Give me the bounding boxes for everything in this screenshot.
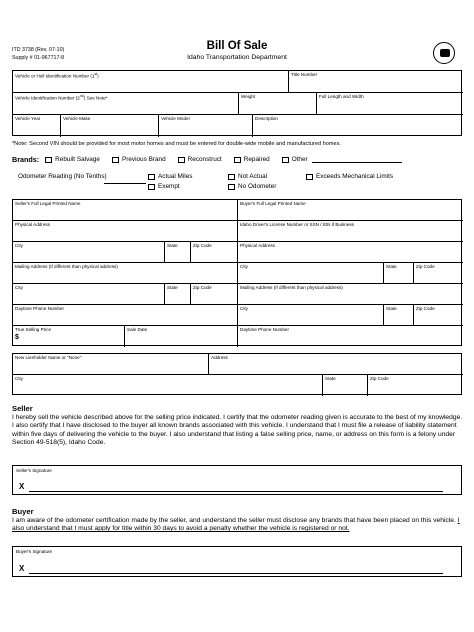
vehicle-model-field[interactable]: Vehicle Model bbox=[159, 115, 253, 137]
parties-grid bbox=[12, 199, 462, 346]
seller-phone-field[interactable]: Daytime Phone Number bbox=[13, 305, 238, 326]
lienholder-address-field[interactable]: Address bbox=[209, 354, 463, 375]
buyer-name-field[interactable]: Buyer's Full Legal Printed Name bbox=[238, 200, 463, 221]
sale-date-field[interactable]: Sale Date bbox=[125, 326, 238, 347]
vin-field[interactable]: Vehicle Identification Number (2nd) See Note* bbox=[13, 93, 239, 115]
checkbox[interactable] bbox=[306, 174, 313, 180]
lienholder-name-field[interactable]: New Lienholder Name or "None" bbox=[13, 354, 209, 375]
odometer-actual[interactable]: Actual Miles bbox=[148, 173, 192, 180]
buyer-physical-address-field[interactable]: Physical Address bbox=[238, 242, 463, 263]
brand-rebuilt-salvage[interactable]: Rebuilt Salvage bbox=[45, 156, 100, 163]
seller-city-field[interactable]: City bbox=[13, 242, 165, 263]
seller-statement: I hereby sell the vehicle described above for the selling price indicated. I certify that the odometer reading given is accurate to the best of my knowledge. I also certify that I have disclosed to the buyer all known brands associated with this vehicle. I understand that I must file a release of liability statement within five days of delivering the vehicle to the buyer. I also understand that listing a false selling price, name, or address on this form is a felony under Section 49-518(5), Idaho Code. bbox=[12, 414, 463, 447]
brands-row bbox=[12, 155, 402, 164]
seller-mailing-zip-field[interactable]: Zip Code bbox=[191, 284, 238, 305]
buyer-mailing-zip-field[interactable]: Zip Code bbox=[414, 305, 463, 326]
odometer-exceeds[interactable]: Exceeds Mechanical Limits bbox=[306, 173, 393, 180]
vin-note: *Note: Second VIN should be provided for most motor homes and must be entered for double-wide mobile and manufactured homes. bbox=[12, 141, 341, 147]
buyer-mailing-address-field[interactable]: Mailing Address (If different than physical address) bbox=[238, 284, 463, 305]
brand-reconstruct[interactable]: Reconstruct bbox=[178, 156, 222, 163]
brand-other[interactable]: Other bbox=[282, 156, 308, 163]
checkbox[interactable] bbox=[178, 157, 185, 163]
buyer-heading: Buyer bbox=[12, 507, 34, 516]
vehicle-make-field[interactable]: Vehicle Make bbox=[61, 115, 159, 137]
buyer-mailing-city-field[interactable]: City bbox=[238, 305, 384, 326]
buyer-signature-line[interactable] bbox=[29, 573, 443, 574]
hull-id-field[interactable]: Vehicle or Hull Identification Number (1st) bbox=[13, 71, 289, 93]
checkbox[interactable] bbox=[228, 184, 235, 190]
buyer-signature-x: X bbox=[19, 564, 25, 573]
odometer-label: Odometer Reading (No Tenths) bbox=[18, 173, 107, 180]
seller-name-field[interactable]: Seller's Full Legal Printed Name bbox=[13, 200, 238, 221]
odometer-exempt[interactable]: Exempt bbox=[148, 183, 180, 190]
seller-mailing-city-field[interactable]: City bbox=[13, 284, 165, 305]
buyer-state-field[interactable]: State bbox=[384, 263, 414, 284]
seller-heading: Seller bbox=[12, 404, 33, 413]
lienholder-state-field[interactable]: State bbox=[323, 375, 368, 396]
buyer-signature-label: Buyer's Signature bbox=[16, 549, 53, 554]
length-width-field[interactable]: Full Length and Width bbox=[317, 93, 463, 115]
vehicle-grid bbox=[12, 70, 462, 136]
buyer-statement: I am aware of the odometer certification made by the seller, and understand the seller must disclose any brands that have been placed on this vehicle. I also understand that I must apply for title within 30 days to avoid a penalty whether the vehicle is registered or not. bbox=[12, 517, 460, 533]
title-number-field[interactable]: Title Number bbox=[289, 71, 463, 93]
buyer-mailing-state-field[interactable]: State bbox=[384, 305, 414, 326]
seller-mailing-state-field[interactable]: State bbox=[165, 284, 191, 305]
page-title: Bill Of Sale bbox=[206, 40, 268, 52]
seller-mailing-address-field[interactable]: Mailing Address (If different than physical address) bbox=[13, 263, 238, 284]
buyer-city-field[interactable]: City bbox=[238, 263, 384, 284]
lienholder-grid bbox=[12, 353, 462, 395]
supply-number: Supply # 01-967717-8 bbox=[12, 55, 65, 61]
page-subtitle: Idaho Transportation Department bbox=[187, 54, 287, 61]
checkbox[interactable] bbox=[148, 174, 155, 180]
checkbox[interactable] bbox=[148, 184, 155, 190]
buyer-zip-field[interactable]: Zip Code bbox=[414, 263, 463, 284]
weight-field[interactable]: Weight bbox=[239, 93, 317, 115]
checkbox[interactable] bbox=[112, 157, 119, 163]
vehicle-year-field[interactable]: Vehicle Year bbox=[13, 115, 61, 137]
seller-signature-label: Seller's Signature bbox=[16, 468, 52, 473]
form-number: ITD 3738 (Rev. 07-10) bbox=[12, 47, 65, 53]
lienholder-zip-field[interactable]: Zip Code bbox=[370, 376, 389, 381]
seller-physical-address-field[interactable]: Physical Address bbox=[13, 221, 238, 242]
dollar-sign: $ bbox=[15, 334, 19, 341]
description-field[interactable]: Description bbox=[255, 116, 278, 121]
buyer-signature-box[interactable] bbox=[12, 546, 462, 577]
seller-signature-x: X bbox=[19, 482, 25, 491]
lienholder-city-field[interactable]: City bbox=[13, 375, 323, 396]
buyer-statement-underlined: I also understand that I must apply for title within 30 days to avoid a penalty whether the vehicle is registered or not. bbox=[12, 517, 460, 533]
brands-label: Brands: bbox=[12, 155, 40, 164]
brand-other-line[interactable] bbox=[312, 157, 402, 163]
seller-signature-line[interactable] bbox=[29, 491, 443, 492]
checkbox[interactable] bbox=[45, 157, 52, 163]
seller-state-field[interactable]: State bbox=[165, 242, 191, 263]
odometer-none[interactable]: No Odometer bbox=[228, 183, 276, 190]
checkbox[interactable] bbox=[228, 174, 235, 180]
selling-price-field[interactable]: True Selling Price $ bbox=[13, 326, 125, 347]
brand-previous[interactable]: Previous Brand bbox=[112, 156, 166, 163]
seller-zip-field[interactable]: Zip Code bbox=[191, 242, 238, 263]
buyer-phone-field[interactable]: Daytime Phone Number bbox=[240, 327, 290, 332]
odometer-reading-line[interactable] bbox=[104, 183, 146, 184]
brand-repaired[interactable]: Repaired bbox=[234, 156, 270, 163]
seller-signature-box[interactable] bbox=[12, 465, 462, 495]
itd-seal-icon bbox=[433, 42, 455, 64]
checkbox[interactable] bbox=[234, 157, 241, 163]
checkbox[interactable] bbox=[282, 157, 289, 163]
buyer-license-field[interactable]: Idaho Driver's License Number or SSN / EIN if Business bbox=[238, 221, 463, 242]
odometer-not-actual[interactable]: Not Actual bbox=[228, 173, 267, 180]
